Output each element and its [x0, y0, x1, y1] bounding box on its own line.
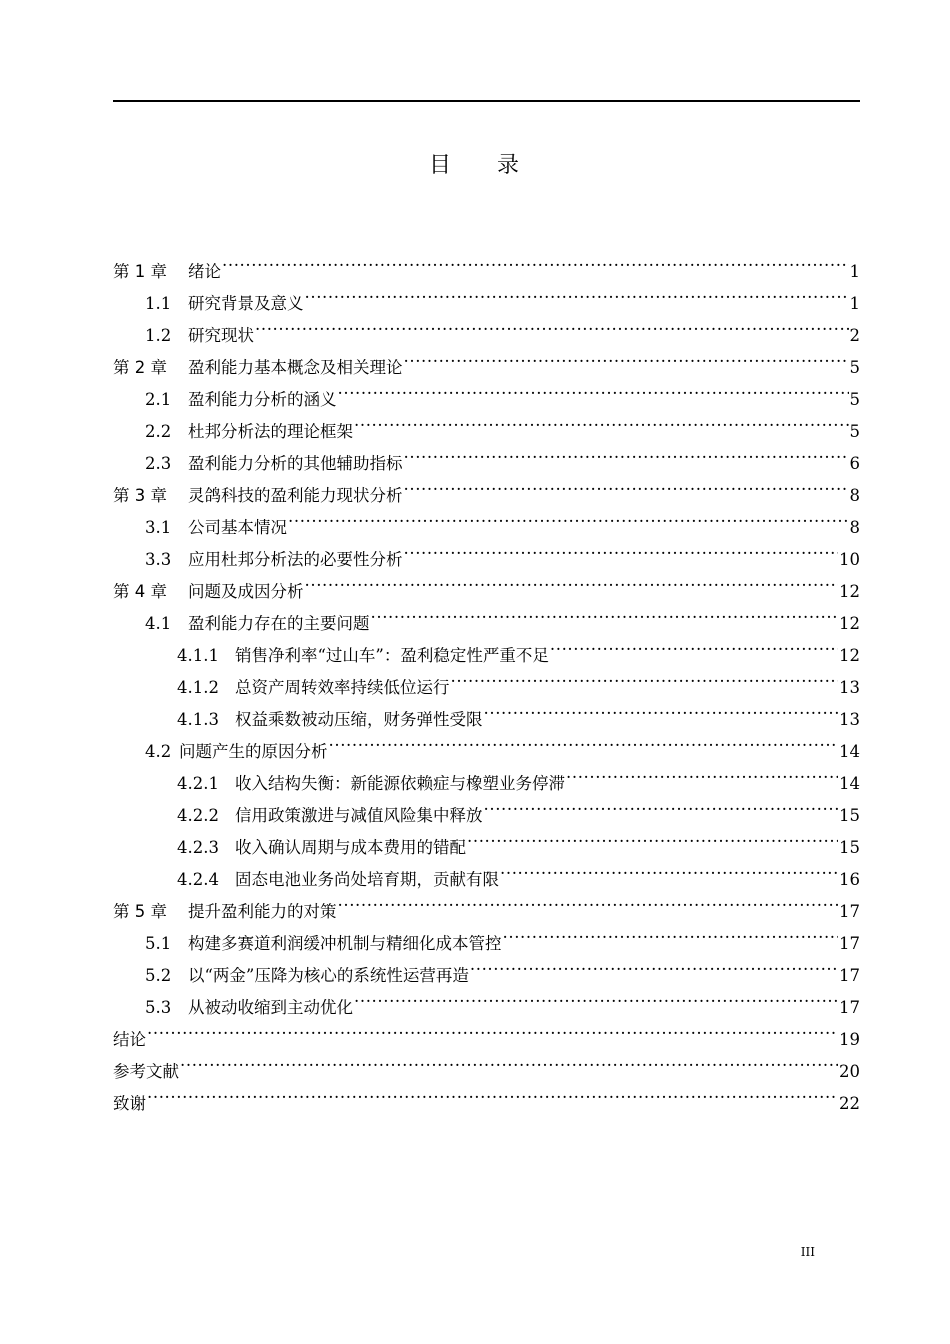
- toc-entry-page: 1: [849, 262, 860, 281]
- toc-entry-page: 15: [839, 806, 860, 825]
- toc-entry-number: 2.1: [145, 390, 172, 409]
- dot-leader: [404, 341, 849, 373]
- toc-entry-page: 19: [839, 1030, 860, 1049]
- toc-entry-page: 13: [839, 710, 860, 729]
- toc-entry-page: 8: [849, 486, 860, 505]
- toc-title-char-1: 目: [428, 153, 453, 178]
- toc-entry-title: 盈利能力分析的涵义: [188, 390, 337, 409]
- toc-entry-number: 1.2: [145, 326, 172, 345]
- toc-entry-number: 3.1: [145, 518, 172, 537]
- toc-entry-page: 20: [839, 1062, 860, 1081]
- toc-entry-title: 从被动收缩到主动优化: [188, 998, 353, 1017]
- dot-leader: [354, 981, 838, 1013]
- toc-entry-number: 1.1: [145, 294, 172, 313]
- toc-entry-page: 16: [839, 870, 860, 889]
- toc-entry-page: 5: [849, 358, 860, 377]
- toc-entry-page: 17: [839, 998, 860, 1017]
- toc-entry-number: 4.2.2: [177, 806, 219, 825]
- toc-entry-title: 问题产生的原因分析: [179, 742, 328, 761]
- toc-entry-page: 10: [839, 550, 860, 569]
- dot-leader: [566, 757, 838, 789]
- toc-entry-title: 总资产周转效率持续低位运行: [235, 678, 450, 697]
- dot-leader: [500, 853, 838, 885]
- dot-leader: [404, 533, 839, 565]
- dot-leader: [371, 597, 839, 629]
- toc-entry-title: 参考文献: [113, 1062, 179, 1081]
- toc-entry-page: 15: [839, 838, 860, 857]
- header-rule: [113, 100, 860, 102]
- toc-entry-title: 结论: [113, 1030, 146, 1049]
- dot-leader: [470, 949, 838, 981]
- dot-leader: [288, 501, 849, 533]
- toc-entry-page: 13: [839, 678, 860, 697]
- dot-leader: [354, 405, 849, 437]
- toc-entry-page: 2: [849, 326, 860, 345]
- dot-leader: [338, 885, 839, 917]
- toc-entry-number: 4.2.4: [177, 870, 219, 889]
- toc-entry[interactable]: [113, 1013, 860, 1049]
- toc-entry-number: 第 5 章: [113, 902, 167, 921]
- dot-leader: [451, 661, 839, 693]
- toc-entry-page: 14: [839, 742, 860, 761]
- toc-title-char-2: 录: [497, 153, 522, 178]
- toc-entry-number: 2.3: [145, 454, 172, 473]
- toc-entry[interactable]: [113, 245, 860, 281]
- toc-entry-number: 第 4 章: [113, 582, 167, 601]
- toc-entry[interactable]: [113, 1045, 860, 1081]
- toc-entry-title: 盈利能力基本概念及相关理论: [188, 358, 403, 377]
- dot-leader: [338, 373, 849, 405]
- dot-leader: [147, 1013, 838, 1045]
- toc-entry-title: 公司基本情况: [188, 518, 287, 537]
- toc-entry-title: 问题及成因分析: [188, 582, 304, 601]
- toc-entry-title: 提升盈利能力的对策: [188, 902, 337, 921]
- toc-entry-page: 1: [849, 294, 860, 313]
- dot-leader: [222, 245, 849, 277]
- toc-entry-number: 4.1.2: [177, 678, 219, 697]
- dot-leader: [180, 1045, 838, 1077]
- toc-entry-page: 12: [839, 646, 860, 665]
- toc-entry-number: 4.1.1: [177, 646, 219, 665]
- toc-entry-number: 4.2.1: [177, 774, 219, 793]
- toc-entry-number: 2.2: [145, 422, 172, 441]
- toc-entry-title: 应用杜邦分析法的必要性分析: [188, 550, 403, 569]
- toc-list: [113, 245, 860, 1113]
- toc-entry-title: 收入结构失衡：新能源依赖症与橡塑业务停滞: [235, 774, 565, 793]
- toc-entry-page: 14: [839, 774, 860, 793]
- toc-entry-title: 研究背景及意义: [188, 294, 304, 313]
- toc-entry-title: 灵鸽科技的盈利能力现状分析: [188, 486, 403, 505]
- toc-entry-title: 收入确认周期与成本费用的错配: [235, 838, 466, 857]
- dot-leader: [503, 917, 839, 949]
- toc-entry[interactable]: [113, 277, 860, 313]
- toc-entry-page: 12: [839, 614, 860, 633]
- toc-entry-title: 致谢: [113, 1094, 146, 1113]
- toc-entry-number: 4.1.3: [177, 710, 219, 729]
- toc-entry[interactable]: [113, 1077, 860, 1113]
- toc-entry-title: 盈利能力存在的主要问题: [188, 614, 370, 633]
- toc-title: [0, 148, 950, 179]
- toc-entry-title: 以“两金”压降为核心的系统性运营再造: [188, 966, 469, 985]
- dot-leader: [467, 821, 838, 853]
- toc-entry-title: 盈利能力分析的其他辅助指标: [188, 454, 403, 473]
- toc-entry-number: 第 3 章: [113, 486, 167, 505]
- toc-entry-title: 销售净利率“过山车”：盈利稳定性严重不足: [235, 646, 549, 665]
- dot-leader: [305, 277, 849, 309]
- page-footer-number: III: [800, 1245, 815, 1259]
- dot-leader: [550, 629, 838, 661]
- dot-leader: [404, 469, 849, 501]
- dot-leader: [305, 565, 839, 597]
- toc-entry-page: 17: [839, 902, 860, 921]
- toc-entry-number: 5.3: [145, 998, 172, 1017]
- toc-entry-title: 权益乘数被动压缩，财务弹性受限: [235, 710, 483, 729]
- toc-entry-number: 3.3: [145, 550, 172, 569]
- toc-entry-page: 17: [839, 966, 860, 985]
- dot-leader: [147, 1077, 838, 1109]
- dot-leader: [484, 693, 839, 725]
- dot-leader: [484, 789, 839, 821]
- toc-entry-number: 第 2 章: [113, 358, 167, 377]
- toc-entry-page: 22: [839, 1094, 860, 1113]
- toc-entry-title: 杜邦分析法的理论框架: [188, 422, 353, 441]
- toc-entry-number: 4.2: [145, 742, 172, 761]
- dot-leader: [329, 725, 839, 757]
- toc-entry-page: 6: [849, 454, 860, 473]
- toc-entry-number: 第 1 章: [113, 262, 167, 281]
- toc-entry-number: 4.1: [145, 614, 172, 633]
- toc-entry-page: 12: [839, 582, 860, 601]
- toc-entry-page: 17: [839, 934, 860, 953]
- toc-entry-page: 5: [849, 422, 860, 441]
- toc-entry-number: 4.2.3: [177, 838, 219, 857]
- dot-leader: [404, 437, 849, 469]
- toc-entry-number: 5.1: [145, 934, 172, 953]
- toc-entry-title: 绪论: [188, 262, 221, 281]
- toc-entry-number: 5.2: [145, 966, 172, 985]
- toc-entry-title: 研究现状: [188, 326, 254, 345]
- toc-entry-page: 8: [849, 518, 860, 537]
- dot-leader: [255, 309, 849, 341]
- toc-entry-title: 构建多赛道利润缓冲机制与精细化成本管控: [188, 934, 502, 953]
- toc-entry-title: 固态电池业务尚处培育期，贡献有限: [235, 870, 499, 889]
- toc-entry-page: 5: [849, 390, 860, 409]
- toc-entry-title: 信用政策激进与减值风险集中释放: [235, 806, 483, 825]
